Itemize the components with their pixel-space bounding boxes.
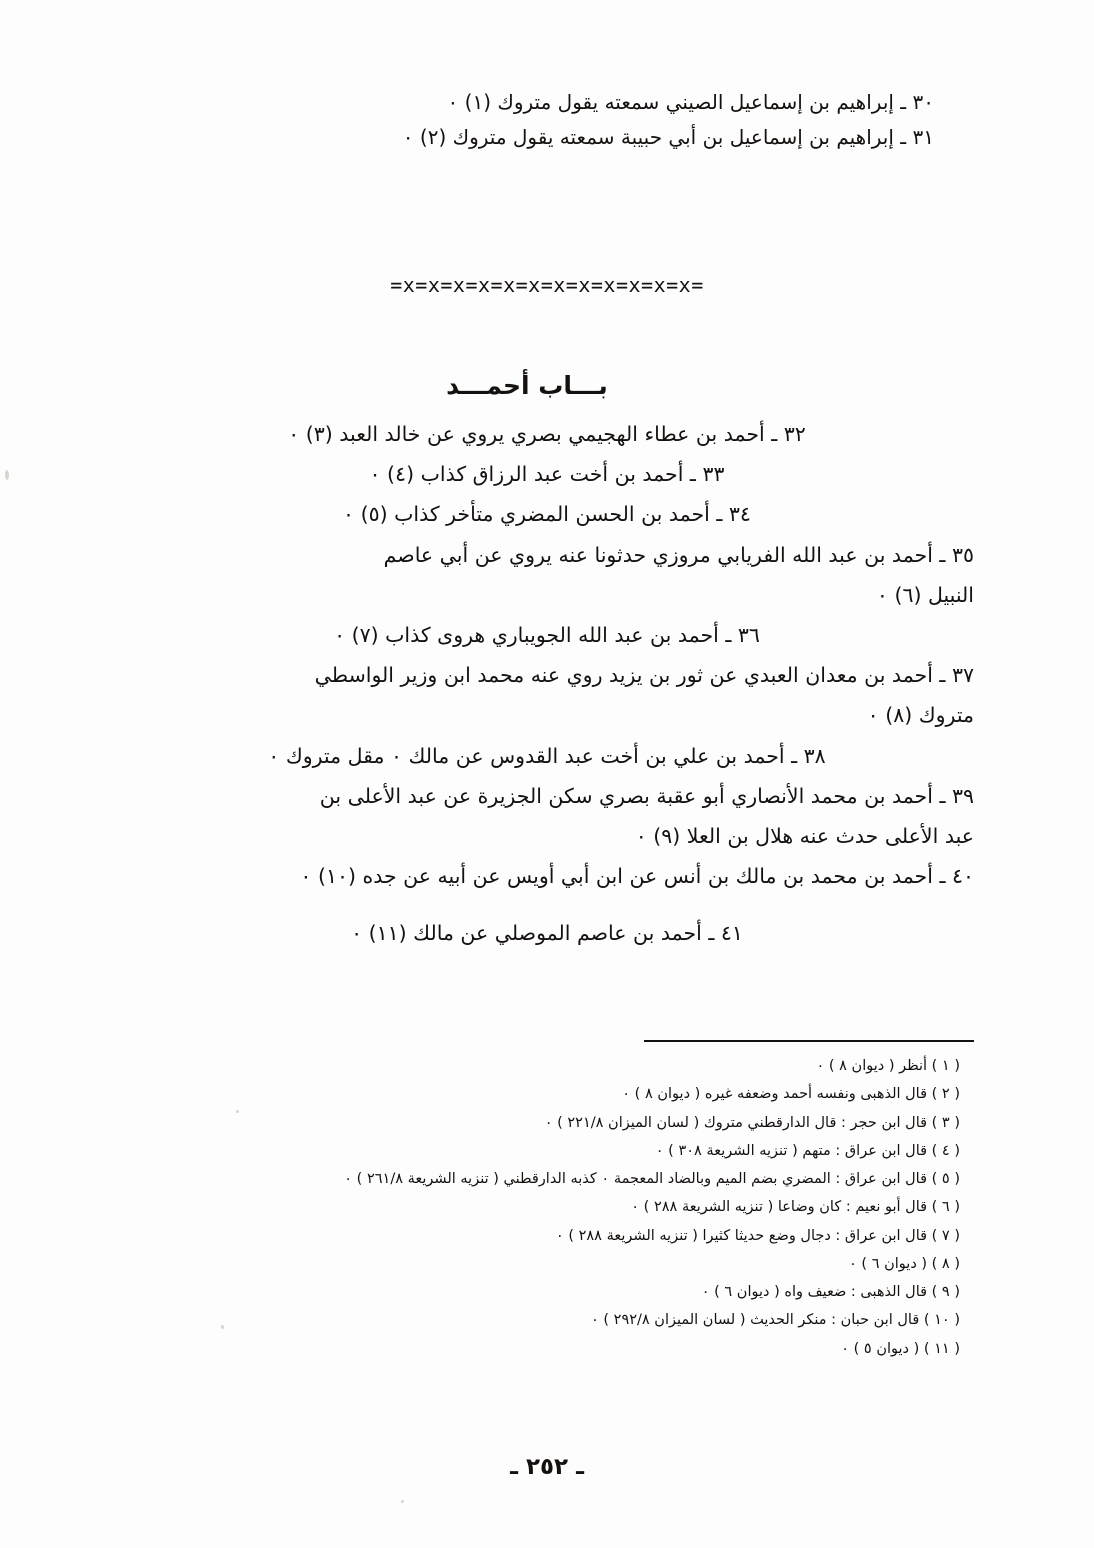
list-item: ٣٧ ـ أحمد بن معدان العبدي عن ثور بن يزيد روي عنه محمد ابن وزير الواسطي [314, 663, 974, 688]
paper-speck [236, 1110, 239, 1113]
top-entries [120, 85, 974, 155]
entry-line: ٣٠ ـ إبراهيم بن إسماعيل الصيني سمعته يقول متروك (١) ٠ [447, 90, 934, 114]
footnote: ( ٧ ) قال ابن عراق : دجال وضع حديثا كثيرا ( تنزيه الشريعة ٢٨٨ ) ٠ [555, 1227, 960, 1244]
list-item: ٣٢ ـ أحمد بن عطاء الهجيمي بصري يروي عن خالد العبد (٣) ٠ [288, 422, 806, 446]
footnote: ( ٤ ) قال ابن عراق : متهم ( تنزيه الشريعة ٣٠٨ ) ٠ [655, 1142, 960, 1159]
footnotes-rule [644, 1040, 974, 1042]
list-item: ٣٦ ـ أحمد بن عبد الله الجويباري هروى كذاب (٧) ٠ [334, 623, 760, 648]
page-number: ـ ٢٥٢ ـ [510, 1454, 584, 1480]
footnote: ( ٨ ) ( ديوان ٦ ) ٠ [849, 1255, 960, 1272]
paper-speck [401, 1500, 404, 1503]
list-item: ٤٠ ـ أحمد بن محمد بن مالك بن أنس عن ابن أبي أويس عن أبيه عن جده (١٠) ٠ [300, 864, 974, 889]
list-item: ٣٣ ـ أحمد بن أخت عبد الرزاق كذاب (٤) ٠ [369, 462, 725, 487]
footnote: ( ٥ ) قال ابن عراق : المضري بضم الميم وبالضاد المعجمة ٠ كذبه الدارقطني ( تنزيه الشريعة ٢٦١/٨ ) ٠ [344, 1171, 960, 1188]
entry-line: ٣١ ـ إبراهيم بن إسماعيل بن أبي حبيبة سمعته يقول متروك (٢) ٠ [402, 125, 934, 149]
page-body [120, 85, 974, 958]
list-item: ٤١ ـ أحمد بن عاصم الموصلي عن مالك (١١) ٠ [351, 921, 743, 946]
list-item-cont: متروك (٨) ٠ [867, 703, 974, 728]
footnote: ( ٩ ) قال الذهبى : ضعيف واه ( ديوان ٦ ) ٠ [701, 1284, 960, 1301]
footnote: ( ٦ ) قال أبو نعيم : كان وضاعا ( تنزيه الشريعة ٢٨٨ ) ٠ [631, 1199, 960, 1216]
list-item-cont: عبد الأعلى حدث عنه هلال بن العلا (٩) ٠ [635, 824, 974, 849]
list-item: ٣٩ ـ أحمد بن محمد الأنصاري أبو عقبة بصري سكن الجزيرة عن عبد الأعلى بن [319, 783, 974, 808]
footnote: ( ٢ ) قال الذهبى ونفسه أحمد وضعفه غيره ( ديوان ٨ ) ٠ [622, 1086, 960, 1103]
chapter-title: بـــاب أحمـــد [446, 371, 608, 400]
footnote: ( ١١ ) ( ديوان ٥ ) ٠ [841, 1340, 960, 1357]
footnote: ( ١ ) أنظر ( ديوان ٨ ) ٠ [816, 1058, 960, 1074]
entries-list [120, 418, 974, 951]
spacer [120, 155, 974, 273]
list-item-cont: النبيل (٦) ٠ [876, 582, 974, 607]
paper-speck [5, 470, 9, 480]
paper-speck [221, 1325, 224, 1329]
footnotes-section [120, 1040, 974, 1363]
list-item: ٣٨ ـ أحمد بن علي بن أخت عبد القدوس عن مالك ٠ مقل متروك ٠ [268, 743, 826, 768]
footnote: ( ١٠ ) قال ابن حبان : منكر الحديث ( لسان الميزان ٢٩٢/٨ ) ٠ [590, 1312, 960, 1329]
footnote: ( ٣ ) قال ابن حجر : قال الدارقطني متروك ( لسان الميزان ٢٢١/٨ ) ٠ [544, 1114, 960, 1131]
list-item: ٣٤ ـ أحمد بن الحسن المضري متأخر كذاب (٥) ٠ [343, 502, 751, 527]
spacer [120, 297, 974, 371]
list-item: ٣٥ ـ أحمد بن عبد الله الفريابي مروزي حدثونا عنه يروي عن أبي عاصم [383, 542, 974, 567]
section-divider: =x=x=x=x=x=x=x=x=x=x=x=x= [390, 273, 704, 297]
